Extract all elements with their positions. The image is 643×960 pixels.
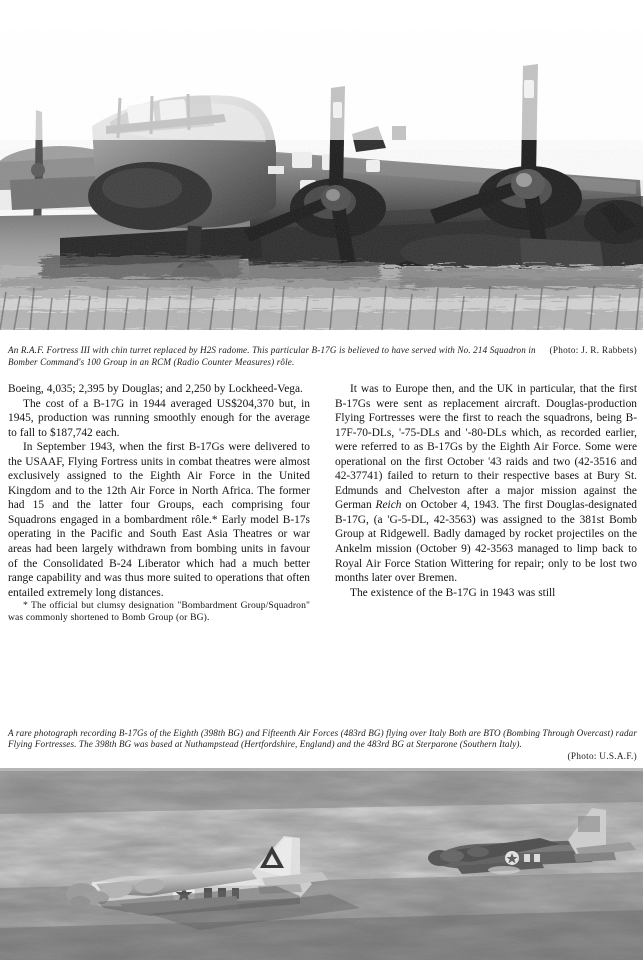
paragraph-cost: The cost of a B-17G in 1944 averaged US$204,370 but, in 1945, production was running smoothly enough for the average to fall to $187,742 each. xyxy=(8,397,310,439)
caption-bottom xyxy=(8,728,637,762)
caption-top xyxy=(8,345,637,368)
photo-fortress-iii-on-grass xyxy=(0,30,643,330)
caption-bottom-line3: 483rd BG at Sterparone (Southern Italy). xyxy=(367,739,522,750)
photo-top-illustration xyxy=(0,30,643,330)
body-columns xyxy=(8,382,637,712)
photo-bottom-illustration xyxy=(0,768,643,960)
caption-top-credit: (Photo: J. R. Rabbets) xyxy=(549,345,637,355)
left-column xyxy=(8,382,310,624)
footnote-bomb-group: * The official but clumsy designation "Bombardment Group/Squadron" was commonly shortened to Bomb Group (or BG). xyxy=(8,600,310,624)
caption-bottom-line2: (Bombing Through Overcast) radar Flying Fortresses. The 398th BG was based at Nuthampstead (Hertfordshire, England) and the xyxy=(8,728,637,750)
photo-two-fortresses-in-flight xyxy=(0,768,643,960)
paragraph-september-1943: In September 1943, when the first B-17Gs were delivered to the USAAF, Flying Fortress units in combat theatres were almost exclusively assigned to the Eighth Air Force in the United Kingdom and to the 12th Air Force in North Africa. The former had 15 and the latter four Groups, each comprising four Squadrons engaged in a bombardment rôle.* Early model B-17s operating in the Pacific and South East Asia Theatres or war areas had been largely withdrawn from bombing units in favour of the Consolidated B-24 Liberator which had a much better range capability and was thus more suited to operations that often entailed extremely long distances. xyxy=(8,441,310,599)
paragraph-europe-replacements: It was to Europe then, and the UK in particular, that the first B-17Gs were sent as replacement aircraft. Douglas-production Flying Fortresses were the first to reach the squadrons, being B-17F-70-DLs, '-75-DLs and '-80-DLs which, as recorded earlier, were referred to as B-17Gs by the Eighth Air Force. Some were operational on the first October '43 raids and two (42-3516 and 42-37741) failed to return to their respective bases at Bury St. Edmunds and Chelveston after a major mission against the German Reich on October 4, 1943. The first Douglas-designated B-17G, (a 'G-5-DL, 42-3563) was assigned to the 381st Bomb Group at Ridgewell. Badly damaged by rocket projectiles on the Ankelm mission (October 9) 42-3563 managed to limp back to Royal Air Force Station Wittering for repair; only to be lost two months later over Bremen. xyxy=(335,383,638,585)
caption-bottom-credit: (Photo: U.S.A.F.) xyxy=(567,750,637,761)
italic-term-reich: Reich xyxy=(375,499,402,512)
caption-top-text: An R.A.F. Fortress III with chin turret replaced by H2S radome. This particular B-17G is believed to have served with No. 214 Squadron in Bomber Command's 100 Group in an RCM (Radio Counter Measures) rôle. xyxy=(8,345,536,367)
paragraph-production-numbers: Boeing, 4,035; 2,395 by Douglas; and 2,250 by Lockheed-Vega. xyxy=(8,383,303,395)
caption-bottom-line1: A rare photograph recording B-17Gs of the Eighth (398th BG) and Fifteenth Air Forces (483rd BG) flying over Italy Both are BTO xyxy=(8,728,501,738)
paragraph-existence-1943: The existence of the B-17G in 1943 was still xyxy=(350,586,556,599)
right-column xyxy=(335,382,637,600)
